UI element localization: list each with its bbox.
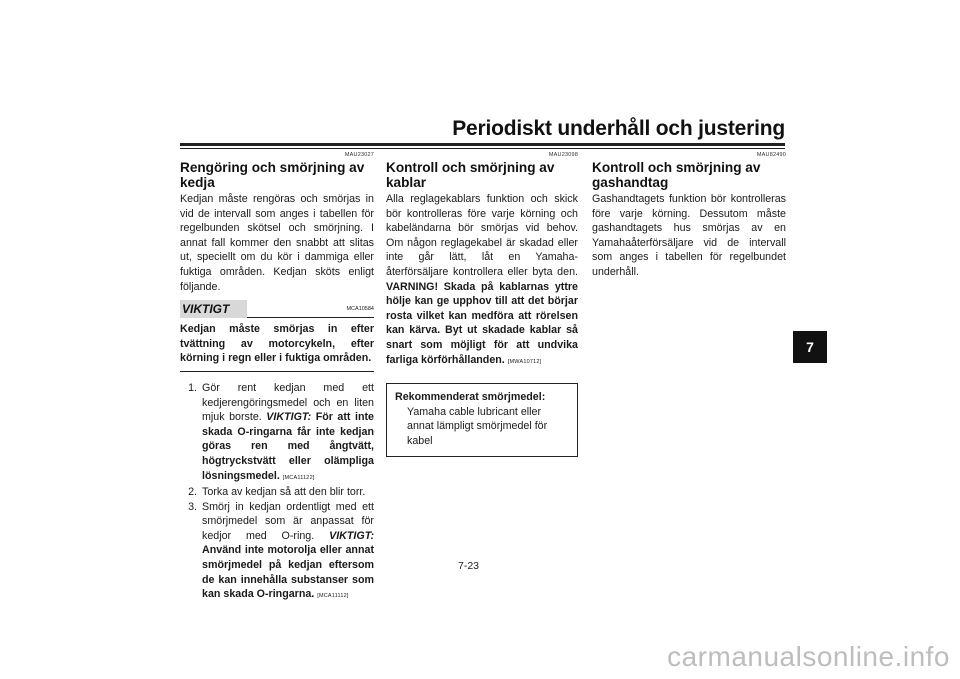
step-number: 2. <box>188 486 197 499</box>
step-code: [MCA11112] <box>317 593 349 600</box>
column-cables <box>386 152 578 457</box>
viktigt-header <box>180 300 374 324</box>
step-warning-label: VIKTIGT: <box>266 411 312 424</box>
step-item <box>180 500 374 604</box>
chain-intro: Kedjan måste rengöras och smörjas in vid de intervall som anges i tabellen för regelbunden skötsel och smörjning. I annat fall kommer den snabbt att slitas ut, speciellt om du kör i dammiga eller fuktiga områden. Kedjan sköts enligt följande. <box>180 193 374 293</box>
section-code: MAU23098 <box>548 152 578 158</box>
section-code: MAU82490 <box>756 152 786 158</box>
step-text: Gör rent kedjan med ett kedjerengöringsmedel och en liten mjuk borste. <box>202 381 374 424</box>
viktigt-code: MCA10584 <box>346 306 374 313</box>
chain-steps <box>180 381 374 604</box>
section-title-cables: Kontroll och smörjning av kablar <box>386 160 555 190</box>
lubricant-title: Rekommenderat smörjmedel: <box>395 391 546 404</box>
page-number: 7-23 <box>458 560 480 572</box>
step-number: 3. <box>188 500 197 513</box>
watermark: carmanualsonline.info <box>667 641 950 672</box>
header-rule-thin <box>180 148 785 149</box>
page-header-title: Periodiskt underhåll och justering <box>452 117 785 140</box>
cables-warning-code: [MWA10712] <box>507 358 542 365</box>
step-item <box>180 485 374 500</box>
step-code: [MCA11122] <box>282 474 315 481</box>
step-number: 1. <box>188 381 197 394</box>
column-chain <box>180 152 374 604</box>
step-body <box>202 485 374 500</box>
header-rule-thick <box>180 143 785 146</box>
lubricant-value: Yamaha cable lubricant eller annat lämpligt smörjmedel för kabel <box>407 405 548 447</box>
step-body <box>202 381 374 485</box>
section-title-throttle: Kontroll och smörjning av gashandtag <box>592 160 761 190</box>
notice-rule-bottom <box>180 371 374 372</box>
viktigt-notice: Kedjan måste smörjas in efter tvättning av motorcykeln, efter körning i regn eller i fuktiga områden. <box>180 323 374 365</box>
column-throttle <box>592 152 786 280</box>
viktigt-badge: VIKTIGT <box>180 300 247 318</box>
step-warning-text: Använd inte motorolja eller annat smörjmedel på kedjan eftersom de kan innehålla substanser som kan skada O-ringarna. <box>202 544 374 601</box>
step-item <box>180 381 374 485</box>
step-text: Smörj in kedjan ordentligt med ett smörjmedel som är anpassat för kedjor med O-ring. <box>202 500 374 542</box>
step-body <box>202 500 374 604</box>
step-warning-text: För att inte skada O-ringarna får inte kedjan göras ren med ångtvätt, högtryckstvätt eller olämpliga lösningsmedel. <box>202 411 374 482</box>
step-text: Torka av kedjan så att den blir torr. <box>202 486 366 499</box>
cables-intro: Alla reglagekablars funktion och skick bör kontrolleras före varje körning och kabeländarna bör smörjas vid behov. Om någon reglagekabel är skadad eller inte går lätt, låt en Yamaha-återförsäljare kontrollera eller byta den. <box>386 193 578 278</box>
cables-text <box>386 192 578 369</box>
section-code: MAU23027 <box>344 152 374 158</box>
step-warning-label: VIKTIGT: <box>329 529 374 542</box>
lubricant-box <box>386 383 578 456</box>
section-title-chain: Rengöring och smörjning av kedja <box>180 160 365 190</box>
chapter-tab: 7 <box>793 331 827 363</box>
throttle-text: Gashandtagets funktion bör kontrolleras före varje körning. Dessutom måste gashandtagets hus smörjas av en Yamahaåterförsäljare vid de intervall som anges i tabellen för regelbundet underhåll. <box>592 193 786 278</box>
cables-warning: VARNING! Skada på kablarnas yttre hölje kan ge upphov till att det börjar rosta vilket kan medföra att rörelsen kan kärva. Byt ut skadade kablar så snart som möjligt för att undvika farliga körförhållanden. <box>386 280 578 366</box>
